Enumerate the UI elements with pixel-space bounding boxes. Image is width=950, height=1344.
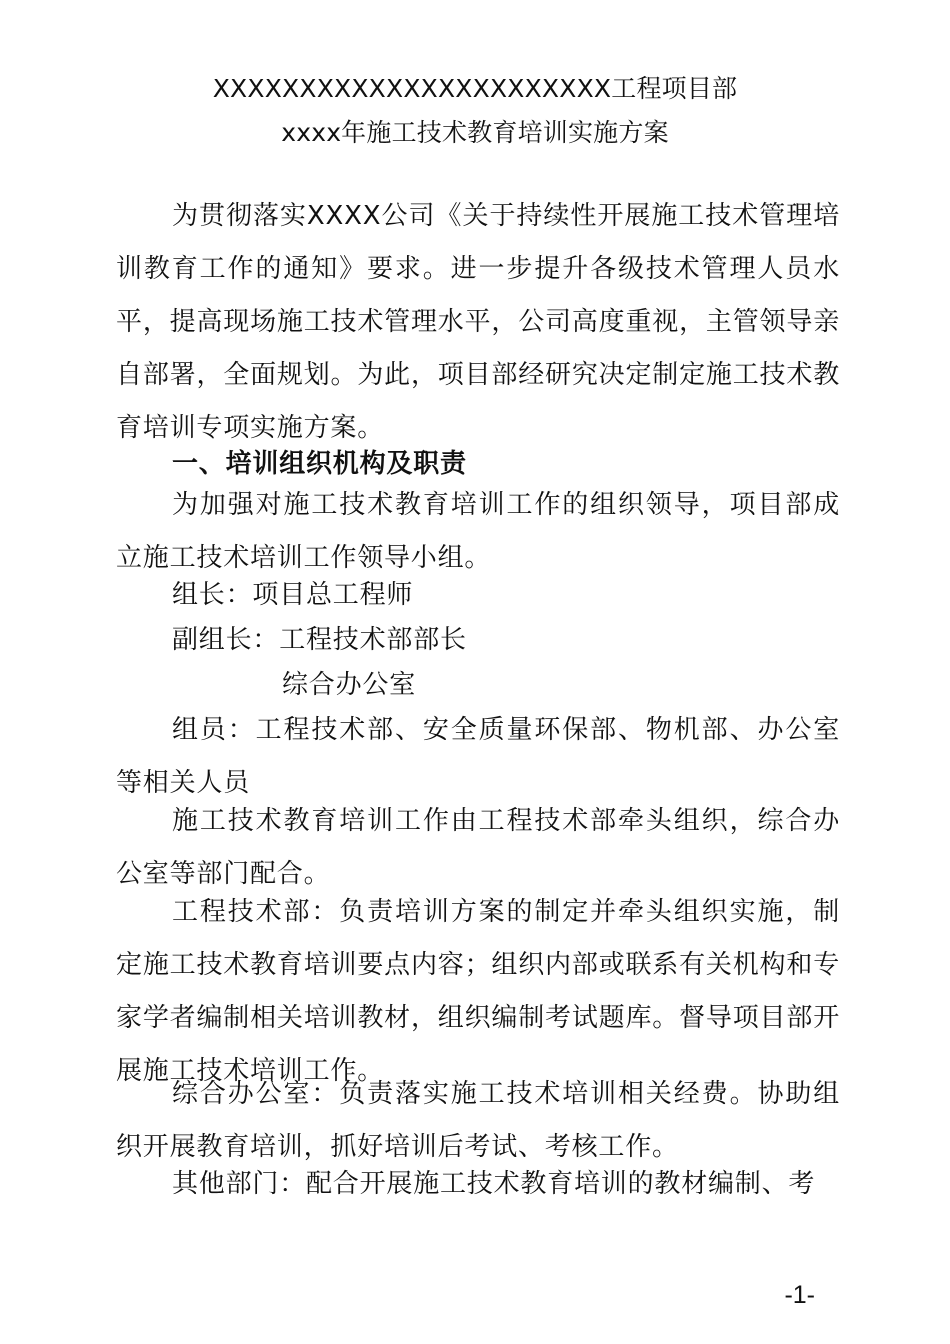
intro-paragraph: 为贯彻落实XXXX公司《关于持续性开展施工技术管理培训教育工作的通知》要求。进一步提升各级技术管理人员水平，提高现场施工技术管理水平，公司高度重视，主管领导亲自部署，全面规划。为此，项目部经研究决定制定施工技术教育培训专项实施方案。 xyxy=(116,201,840,443)
page-number: -1- xyxy=(784,1281,815,1309)
other-departments-paragraph: 其他部门：配合开展施工技术教育培训的教材编制、考 xyxy=(172,1169,816,1199)
office-paragraph: 综合办公室：负责落实施工技术培训相关经费。协助组织开展教育培训，抓好培训后考试、考核工作。 xyxy=(116,1079,840,1162)
deputy-leader-line: 副组长：工程技术部部长 xyxy=(172,625,467,655)
engineering-department-paragraph: 工程技术部：负责培训方案的制定并牵头组织实施，制定施工技术教育培训要点内容；组织内部或联系有关机构和专家学者编制相关培训教材，组织编制考试题库。督导项目部开展施工技术培训工作。 xyxy=(116,897,840,1086)
document-title-line-1: XXXXXXXXXXXXXXXXXXXXXXX工程项目部 xyxy=(212,74,738,103)
leader-line: 组长：项目总工程师 xyxy=(172,580,414,610)
organization-paragraph: 为加强对施工技术教育培训工作的组织领导，项目部成立施工技术培训工作领导小组。 xyxy=(116,490,840,573)
section-heading-1: 一、培训组织机构及职责 xyxy=(172,449,467,479)
deputy-leader-extra-line: 综合办公室 xyxy=(282,670,417,700)
document-title-line-2: xxxx年施工技术教育培训实施方案 xyxy=(281,118,669,147)
coordination-paragraph: 施工技术教育培训工作由工程技术部牵头组织，综合办公室等部门配合。 xyxy=(116,806,840,889)
members-paragraph: 组员：工程技术部、安全质量环保部、物机部、办公室等相关人员 xyxy=(116,715,840,798)
